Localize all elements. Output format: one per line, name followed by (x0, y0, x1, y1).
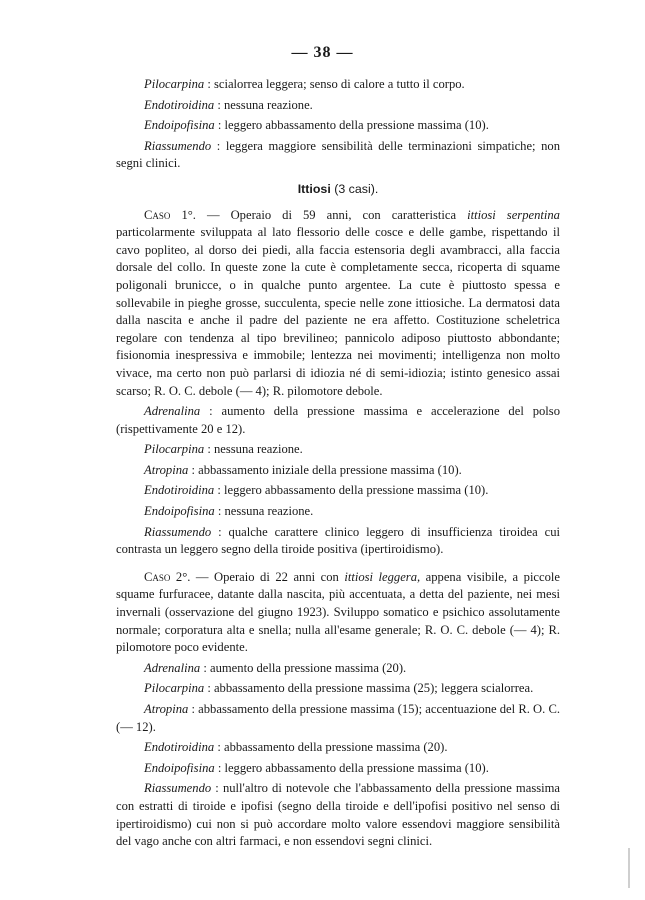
paragraph-text: qualche carattere clinico leggero di insufficienza tiroidea cui contrasta un leggero segno della tiroide positiva (ipertiroidismo). (116, 524, 560, 557)
paragraph-pilocarpina-1 (116, 76, 560, 94)
paragraph-text: appena visibile, a piccole squame furfuracee, datante dalla nascita, più accentuata, a detta del paziente, nei mesi invernali (osservazione del giugno 1923). Sviluppo somatico e psichico assolutamente normale; corporatura alta e snella; nulla all'esame generale; R. O. C. debole (— 4); R. pilomotore poco evidente. (116, 569, 561, 655)
paragraph-riassumendo-3 (116, 780, 560, 850)
page-number: — 38 — (291, 44, 354, 61)
paragraph-text: abbassamento della pressione massima (20). (224, 740, 448, 755)
paragraph-text: abbassamento della pressione massima (25); leggera scialorrea. (213, 681, 534, 696)
paragraph-text: abbassamento iniziale della pressione massima (10). (198, 462, 462, 477)
label-separator: : (214, 483, 224, 498)
paragraph-endoipofisina-2 (116, 503, 560, 521)
paragraph-caso-1 (116, 207, 560, 401)
paragraph-riassumendo-1 (116, 138, 560, 173)
paragraph-pilocarpina-2 (116, 441, 560, 459)
drug-label: Pilocarpina (144, 681, 205, 696)
section-count: (3 casi). (330, 181, 379, 196)
paragraph-riassumendo-2 (116, 524, 560, 559)
section-title: Ittiosi (297, 181, 331, 196)
paragraph-atropina-1 (116, 462, 560, 480)
label-separator: : (204, 681, 214, 696)
paragraph-text: leggera maggiore sensibilità delle terminazioni simpatiche; non segni clinici. (116, 138, 561, 171)
label-separator: : (214, 504, 225, 519)
paragraph-endoipofisina-3 (116, 760, 560, 778)
case-label: Caso 2°. (144, 569, 191, 584)
paragraph-text: particolarmente sviluppata al lato flessorio delle cosce e delle gambe, rispettando il cavo popliteo, al dorso dei piedi, alla faccia estensoria degli avambracci, alla faccia dorsale del collo. In queste zone la cute è completamente secca, ricoperta di squame poligonali brunicce, o in qualche punto argentee. La cute è piuttosto spessa e sollevabile in pieghe grosse, succulenta, specie nelle zone ittiosiche. La dermatosi data dalla nascita e anche il padre del paziente ne era affetto. Costituzione scheletrica regolare con tendenza al tipo brevilineo; pannicolo adiposo piuttosto abbondante; fisionomia inespressiva e immobile; lentezza nei movimenti; intelligenza non molto vivace, ma certo non può parlarsi di idiozia né di semi-idiozia; istinto genesico assai scarso; R. O. C. debole (— 4); R. pilomotore debole. (116, 225, 560, 398)
paragraph-adrenalina-1 (116, 403, 560, 438)
drug-label: Endotiroidina (144, 740, 215, 755)
paragraph-text: leggero abbassamento della pressione massima (10). (224, 760, 489, 775)
paragraph-text: nessuna reazione. (213, 442, 303, 457)
drug-label: Endotiroidina (144, 97, 215, 112)
drug-label: Endoipofisina (144, 760, 215, 775)
drug-label: Riassumendo (144, 138, 212, 153)
paragraph-text: aumento della pressione massima e accelerazione del polso (rispettivamente 20 e 12). (116, 404, 560, 436)
paragraph-pilocarpina-3 (116, 680, 560, 698)
drug-label: Adrenalina (144, 404, 201, 419)
paragraph-text: aumento della pressione massima (20). (210, 660, 407, 675)
label-separator: : (188, 462, 199, 477)
label-separator: : (204, 442, 214, 457)
paragraph-text: nessuna reazione. (224, 504, 314, 519)
label-separator: : (200, 660, 210, 675)
page-body (116, 76, 560, 854)
label-separator: : (214, 118, 225, 133)
paragraph-endoipofisina-1 (116, 117, 560, 135)
paragraph-endotiroidina-1 (116, 97, 560, 115)
drug-label: Riassumendo (144, 524, 212, 539)
drug-label: Endoipofisina (144, 504, 215, 519)
drug-label: Pilocarpina (144, 77, 205, 91)
paragraph-text: scialorrea leggera; senso di calore a tutto il corpo. (213, 77, 465, 91)
diagnosis-term: ittiosi serpentina (467, 207, 560, 222)
paragraph-text: null'altro di notevole che l'abbassamento della pressione massima con estratti di tiroide e ipofisi (segno della tiroide e dell'ipofisi positivo nel senso di ipertiroidismo) cui non si può accordare molto valore essendovi maggiore sensibilità del vago anche con altri farmaci, e non essendovi segni clinici. (116, 781, 561, 849)
label-separator: : (211, 138, 226, 153)
paragraph-endotiroidina-2 (116, 482, 560, 500)
label-separator: : (211, 524, 229, 539)
paragraph-text: leggero abbassamento della pressione massima (10). (224, 483, 489, 498)
drug-label: Endotiroidina (144, 483, 215, 498)
paragraph-text: leggero abbassamento della pressione massima (10). (224, 118, 489, 133)
drug-label: Riassumendo (144, 781, 212, 796)
diagnosis-term: ittiosi leggera, (344, 569, 421, 584)
label-separator: : (200, 404, 222, 419)
paragraph-adrenalina-2 (116, 660, 560, 678)
label-separator: : (214, 760, 225, 775)
drug-label: Adrenalina (144, 660, 201, 675)
paragraph-text: nessuna reazione. (224, 97, 313, 112)
scan-margin-mark (628, 848, 630, 888)
drug-label: Atropina (144, 462, 189, 477)
label-separator: : (188, 702, 199, 716)
label-separator: : (211, 781, 223, 796)
paragraph-atropina-2 (116, 701, 560, 736)
drug-label: Endoipofisina (144, 118, 215, 133)
paragraph-text: — Operaio di 59 anni, con caratteristica (195, 207, 468, 222)
section-heading (116, 181, 560, 199)
drug-label: Atropina (144, 702, 189, 716)
case-label: Caso 1°. (144, 207, 196, 222)
paragraph-endotiroidina-3 (116, 739, 560, 757)
paragraph-text: abbassamento della pressione massima (15); accentuazione del R. O. C. (— 12). (116, 702, 561, 734)
drug-label: Pilocarpina (144, 442, 205, 457)
label-separator: : (214, 97, 224, 112)
label-separator: : (214, 740, 224, 755)
paragraph-text: — Operaio di 22 anni con (190, 569, 345, 584)
paragraph-caso-2 (116, 569, 560, 657)
label-separator: : (204, 77, 214, 91)
